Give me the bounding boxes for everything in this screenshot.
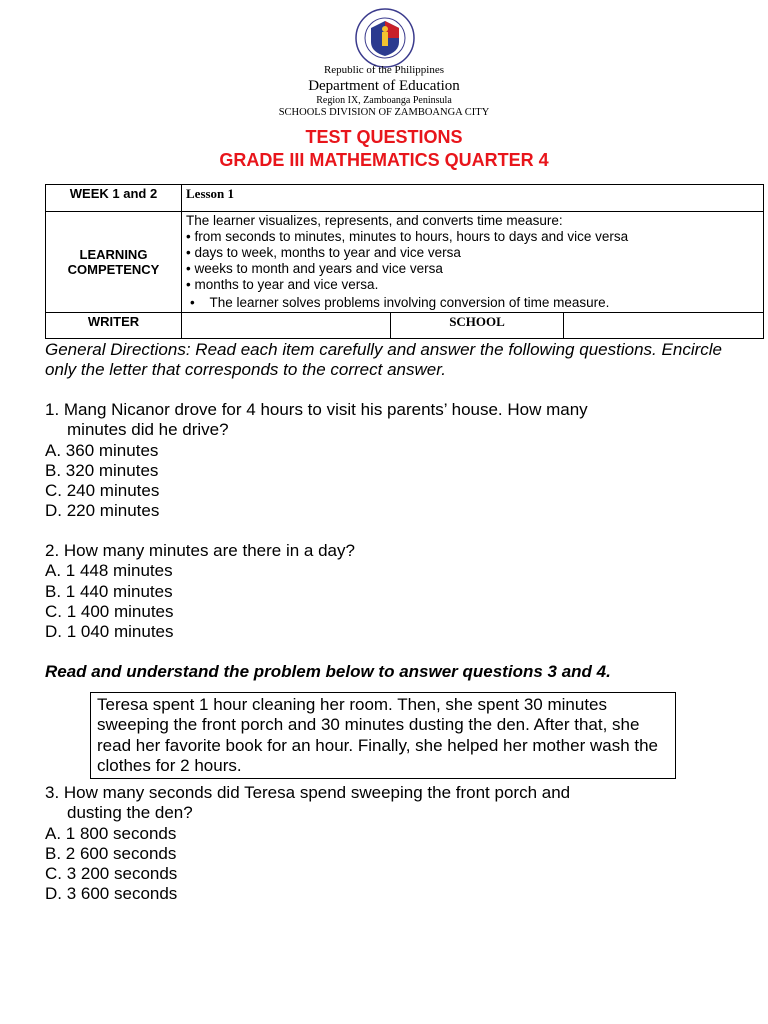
question-text: 3. How many seconds did Teresa spend sweeping the front porch and: [45, 783, 571, 802]
letterhead: [0, 64, 768, 119]
writer-value-cell[interactable]: [182, 313, 391, 339]
school-value-cell[interactable]: [564, 313, 764, 339]
choice-a[interactable]: A. 360 minutes: [45, 440, 159, 460]
general-directions: General Directions: Read each item carefully and answer the following questions. Encircle only the letter that corresponds to the correct answer.: [45, 340, 722, 379]
competency-text-cell: [182, 212, 764, 313]
choice-b[interactable]: B. 320 minutes: [45, 460, 159, 480]
problem-passage-box: Teresa spent 1 hour cleaning her room. Then, she spent 30 minutes sweeping the front porch and 30 minutes dusting the den. After that, she read her favorite book for an hour. Finally, she helped her mother wash the clothes for 2 hours.: [90, 692, 676, 779]
choice-d[interactable]: D. 3 600 seconds: [45, 884, 178, 904]
competency-line: • days to week, months to year and vice versa: [186, 245, 461, 260]
question-2: [45, 541, 355, 642]
lesson-cell: Lesson 1: [182, 185, 764, 212]
competency-bullet-text: The learner solves problems involving conversion of time measure.: [209, 295, 610, 310]
week-row: [46, 185, 764, 212]
division-line: SCHOOLS DIVISION OF ZAMBOANGA CITY: [278, 107, 490, 118]
competency-line: • weeks to month and years and vice versa: [186, 261, 443, 276]
competency-line: The learner visualizes, represents, and converts time measure:: [186, 213, 563, 228]
question-text: 2. How many minutes are there in a day?: [45, 541, 355, 560]
problem-instruction: Read and understand the problem below to answer questions 3 and 4.: [45, 662, 611, 681]
writer-row: [46, 313, 764, 339]
question-text: 1. Mang Nicanor drove for 4 hours to visit his parents’ house. How many: [45, 400, 588, 419]
deped-seal-logo: [355, 8, 415, 68]
choice-c[interactable]: C. 240 minutes: [45, 481, 160, 501]
title-grade-quarter: GRADE III MATHEMATICS QUARTER 4: [219, 150, 549, 170]
bullet-icon: •: [190, 295, 195, 310]
choice-c[interactable]: C. 1 400 minutes: [45, 601, 174, 621]
republic-line: Republic of the Philippines: [323, 64, 445, 76]
choice-a[interactable]: A. 1 800 seconds: [45, 823, 177, 843]
question-3: [45, 783, 570, 905]
title-test-questions: TEST QUESTIONS: [305, 127, 463, 147]
choice-a[interactable]: A. 1 448 minutes: [45, 561, 173, 581]
school-label-cell: SCHOOL: [391, 313, 564, 339]
competency-line: • months to year and vice versa.: [186, 277, 379, 292]
competency-line: • from seconds to minutes, minutes to hours, hours to days and vice versa: [186, 229, 629, 244]
writer-label-cell: WRITER: [46, 313, 182, 339]
competency-row: [46, 212, 764, 313]
question-text-cont: dusting the den?: [67, 803, 193, 823]
choice-c[interactable]: C. 3 200 seconds: [45, 864, 178, 884]
question-text-cont: minutes did he drive?: [67, 420, 229, 440]
competency-label-2: COMPETENCY: [67, 262, 160, 277]
region-line: Region IX, Zamboanga Peninsula: [316, 95, 452, 106]
choice-b[interactable]: B. 2 600 seconds: [45, 843, 177, 863]
competency-label-1: LEARNING: [79, 247, 148, 262]
competency-label-cell: [46, 212, 182, 313]
choice-b[interactable]: B. 1 440 minutes: [45, 581, 173, 601]
week-cell: WEEK 1 and 2: [46, 185, 182, 212]
choice-d[interactable]: D. 1 040 minutes: [45, 622, 174, 642]
info-table: [45, 184, 764, 339]
question-1: [45, 400, 588, 522]
department-line: Department of Education: [308, 78, 460, 94]
competency-bullet-line: [186, 295, 759, 311]
choice-d[interactable]: D. 220 minutes: [45, 501, 160, 521]
